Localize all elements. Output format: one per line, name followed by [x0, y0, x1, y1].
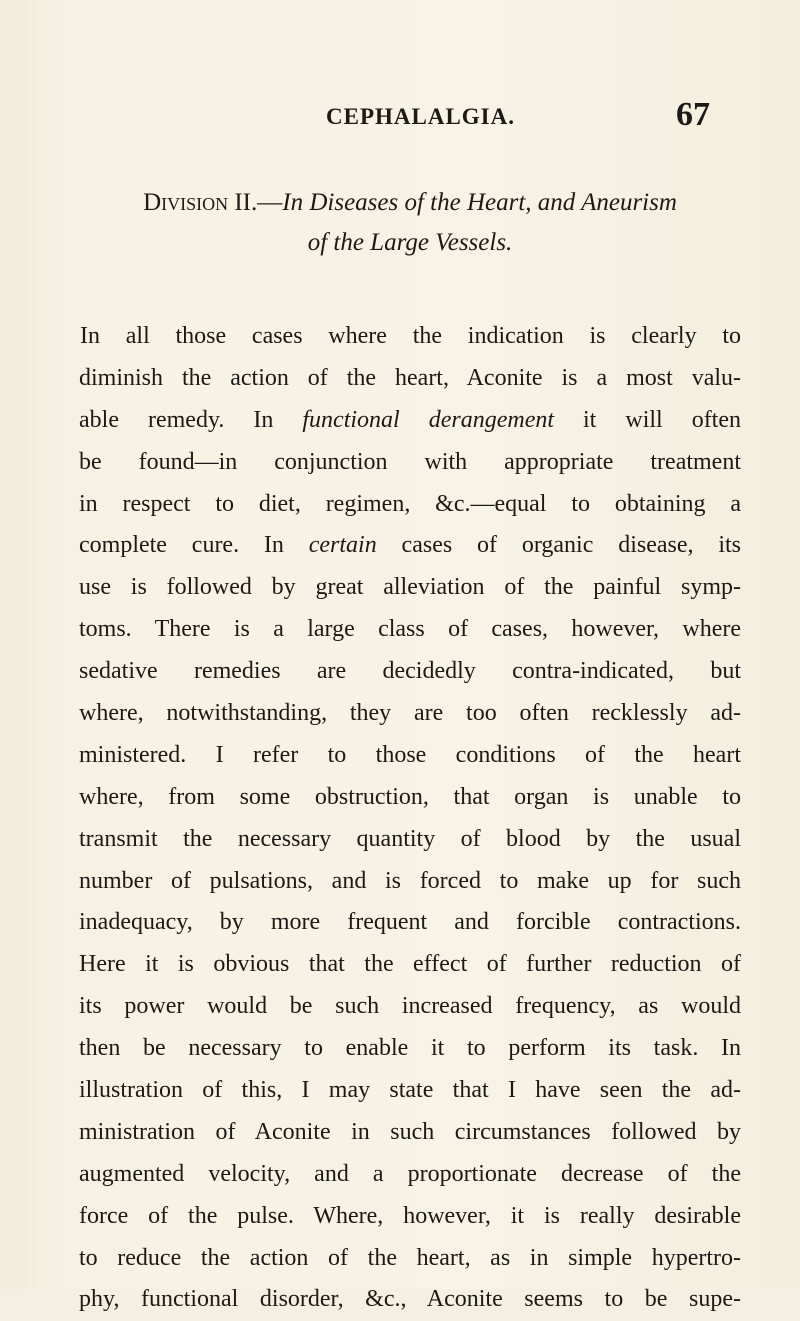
text-line: Here it is obvious that the effect of further reduction of: [79, 951, 741, 978]
text-line: where, notwithstanding, they are too often recklessly ad-: [79, 700, 741, 727]
running-head: [326, 104, 515, 130]
text-line-start: complete cure. In: [79, 532, 309, 559]
division-heading: [80, 183, 740, 263]
division-label: Division II.: [143, 189, 258, 216]
division-title-line-1: In Diseases of the Heart, and Aneurism: [282, 189, 677, 216]
text-line: phy, functional disorder, &c., Aconite seems to be supe-: [79, 1286, 741, 1313]
text-line: force of the pulse. Where, however, it is really desirable: [79, 1202, 741, 1229]
division-title-line-2: of the Large Vessels.: [307, 229, 513, 256]
division-dash: —: [257, 189, 283, 216]
text-line: augmented velocity, and a proportionate decrease of the: [79, 1160, 741, 1187]
text-line: be found—in conjunction with appropriate treatment: [79, 448, 741, 475]
running-title: CEPHALALGIA.: [326, 104, 515, 129]
text-line: use is followed by great alleviation of the painful symp-: [79, 574, 741, 601]
text-line: its power would be such increased frequency, as would: [79, 993, 741, 1020]
text-line: number of pulsations, and is forced to make up for such: [79, 867, 741, 894]
body-paragraph: [79, 316, 741, 1321]
page-number: 67: [676, 96, 710, 133]
text-line: where, from some obstruction, that organ is unable to: [79, 783, 741, 810]
italic-phrase: certain: [308, 532, 377, 559]
text-line: toms. There is a large class of cases, however, where: [79, 616, 741, 643]
text-line: [79, 400, 741, 442]
text-line: then be necessary to enable it to perform its task. In: [79, 1035, 741, 1062]
text-line: illustration of this, I may state that I have seen the ad-: [79, 1077, 741, 1104]
division-heading-line-1: [80, 183, 740, 223]
text-line: diminish the action of the heart, Aconite is a most valu-: [79, 364, 741, 391]
text-line: ministered. I refer to those conditions of the heart: [79, 741, 741, 768]
text-line: ministration of Aconite in such circumstances followed by: [79, 1118, 741, 1145]
text-line: In all those cases where the indication is clearly to: [80, 323, 741, 349]
text-line-end: cases of organic disease, its: [376, 532, 741, 559]
text-line-end: it will often: [554, 406, 742, 433]
text-line: transmit the necessary quantity of blood by the usual: [79, 825, 741, 852]
text-line: to reduce the action of the heart, as in simple hypertro-: [79, 1244, 741, 1271]
text-line: [79, 525, 741, 567]
text-line-start: able remedy. In: [79, 406, 303, 433]
text-line: sedative remedies are decidedly contra-indicated, but: [79, 658, 741, 685]
italic-phrase: functional derangement: [302, 406, 555, 433]
text-line: in respect to diet, regimen, &c.—equal to obtaining a: [79, 490, 741, 517]
text-line: inadequacy, by more frequent and forcible contractions.: [79, 909, 741, 936]
